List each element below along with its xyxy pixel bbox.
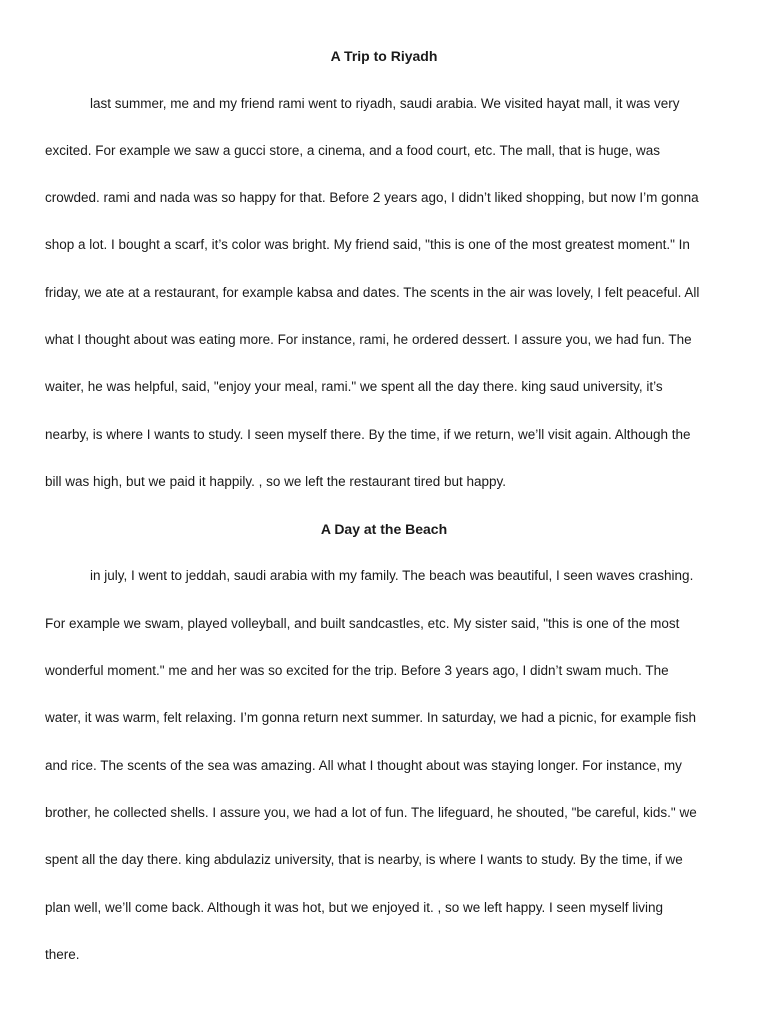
paragraph-line: For example we swam, played volleyball, and built sandcastles, etc. My sister said, "this is one of the most bbox=[45, 616, 680, 631]
paragraph-line: spent all the day there. king abdulaziz university, that is nearby, is where I wants to study. By the time, if we bbox=[45, 852, 683, 867]
paragraph-line: bill was high, but we paid it happily. , so we left the restaurant tired but happy. bbox=[45, 474, 507, 489]
paragraph-line: there. bbox=[45, 947, 80, 962]
paragraph-line: in july, I went to jeddah, saudi arabia with my family. The beach was beautiful, I seen waves crashing. bbox=[90, 568, 694, 583]
section-title-beach: A Day at the Beach bbox=[320, 521, 448, 537]
section-title-riyadh: A Trip to Riyadh bbox=[330, 48, 438, 64]
paragraph-line: shop a lot. I bought a scarf, it’s color was bright. My friend said, "this is one of the most greatest moment." In bbox=[45, 237, 690, 252]
paragraph-line: last summer, me and my friend rami went to riyadh, saudi arabia. We visited hayat mall, it was very bbox=[90, 96, 680, 111]
paragraph-line: excited. For example we saw a gucci store, a cinema, and a food court, etc. The mall, that is huge, was bbox=[45, 143, 661, 158]
paragraph-line: and rice. The scents of the sea was amazing. All what I thought about was staying longer. For instance, my bbox=[45, 758, 682, 773]
paragraph-line: what I thought about was eating more. For instance, rami, he ordered dessert. I assure you, we had fun. The bbox=[45, 332, 692, 347]
paragraph-line: crowded. rami and nada was so happy for that. Before 2 years ago, I didn’t liked shopping, but now I’m gonna bbox=[45, 190, 699, 205]
paragraph-line: friday, we ate at a restaurant, for example kabsa and dates. The scents in the air was lovely, I felt peaceful. All bbox=[45, 285, 700, 300]
paragraph-line: nearby, is where I wants to study. I seen myself there. By the time, if we return, we’ll visit again. Although the bbox=[45, 427, 691, 442]
paragraph-line: brother, he collected shells. I assure you, we had a lot of fun. The lifeguard, he shouted, "be careful, kids." we bbox=[45, 805, 697, 820]
paragraph-line: water, it was warm, felt relaxing. I’m gonna return next summer. In saturday, we had a picnic, for example fish bbox=[45, 710, 697, 725]
paragraph-line: plan well, we’ll come back. Although it was hot, but we enjoyed it. , so we left happy. I seen myself living bbox=[45, 900, 664, 915]
paragraph-line: wonderful moment." me and her was so excited for the trip. Before 3 years ago, I didn’t swam much. The bbox=[45, 663, 669, 678]
paragraph-line: waiter, he was helpful, said, "enjoy your meal, rami." we spent all the day there. king saud university, it’s bbox=[45, 379, 663, 394]
